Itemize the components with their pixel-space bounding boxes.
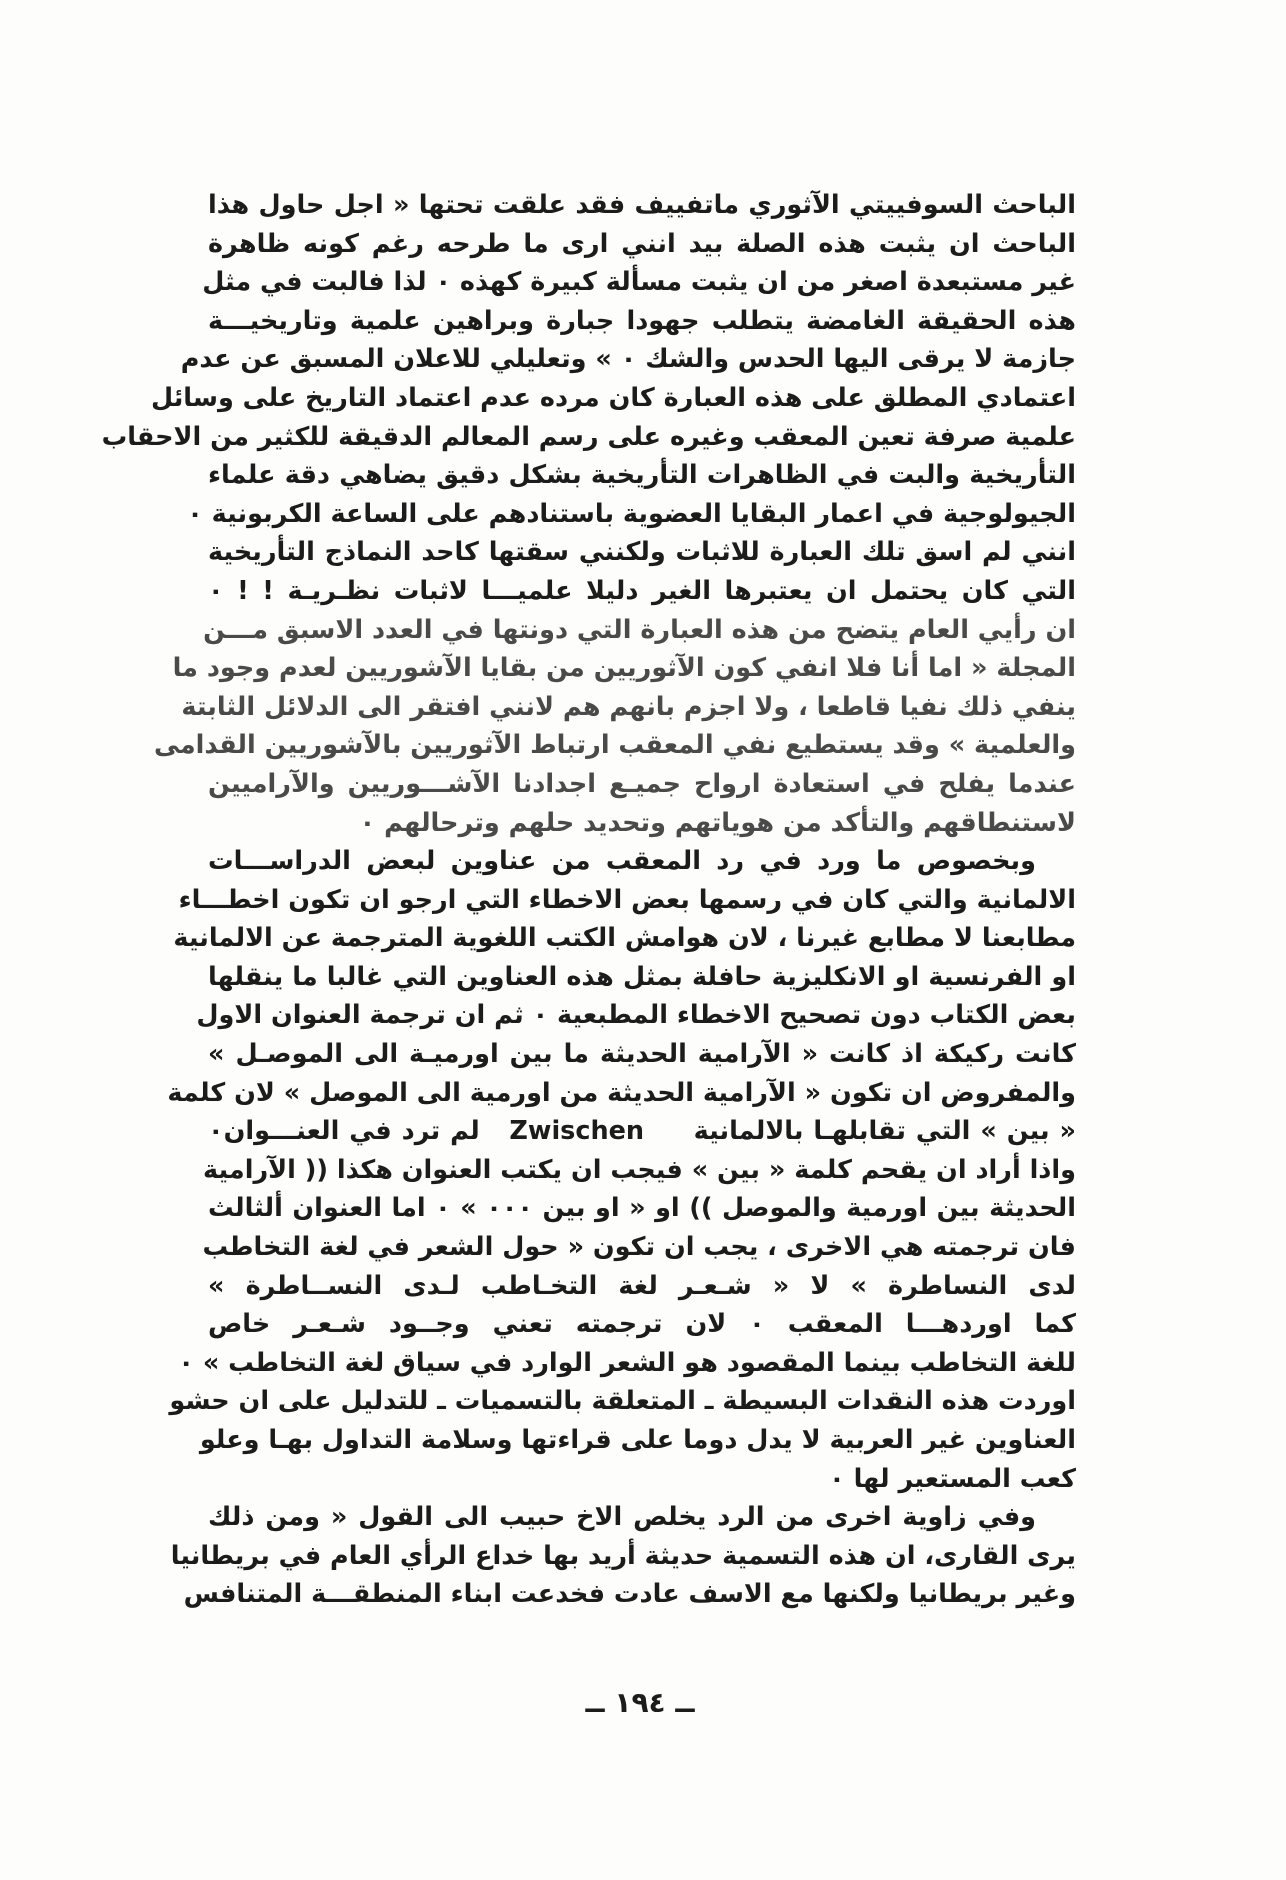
text-line: لدى النساطرة » لا « شـعـر لغة التخـاطب لـدى النســاطرة »	[208, 1270, 1076, 1301]
text-line: كانت ركيكة اذ كانت « الآرامية الحديثة ما بين اورميـة الى الموصـل »	[208, 1039, 1076, 1070]
text-line: الحديثة بين اورمية والموصل )) او « او بين ٠٠٠ » ٠ اما العنوان ألثالث	[208, 1193, 1077, 1224]
text-line: هذه الحقيقة الغامضة يتطلب جهودا جبارة وبراهين علمية وتاريخيـــة	[208, 305, 1076, 336]
text-line: فان ترجمته هي الاخرى ، يجب ان تكون « حول الشعر في لغة التخاطب	[202, 1232, 1076, 1263]
text-line: والمفروض ان تكون « الآرامية الحديثة من اورمية الى الموصل » لان كلمة	[167, 1077, 1076, 1108]
text-segment: « بين » التي تقابلهـا بالالمانية	[693, 1116, 1077, 1147]
text-line: ان رأيي العام يتضح من هذه العبارة التي دونتها في العدد الاسبق مـــن	[203, 614, 1076, 645]
text-line: الباحث ان يثبت هذه الصلة بيد انني ارى ما طرحه رغم كونه ظاهرة	[208, 228, 1076, 259]
text-line-mixed	[208, 1112, 1076, 1151]
text-line: وفي زاوية اخرى من الرد يخلص الاخ حبيب الى القول « ومن ذلك	[208, 1502, 1036, 1533]
text-line: اوردت هذه النقدات البسيطة ـ المتعلقة بالتسميات ـ للتدليل على ان حشو	[169, 1386, 1076, 1417]
text-line: انني لم اسق تلك العبارة للاثبات ولكنني سقتها كاحد النماذج التأريخية	[208, 537, 1076, 568]
text-line: غير مستبعدة اصغر من ان يثبت مسألة كبيرة كهذه ٠ لذا فالبت في مثل	[202, 267, 1076, 298]
text-line: مطابعنا لا مطابع غيرنا ، لان هوامش الكتب اللغوية المترجمة عن الالمانية	[173, 923, 1076, 954]
text-line: التأريخية والبت في الظاهرات التأريخية بشكل دقيق يضاهي دقة علماء	[208, 460, 1076, 491]
text-line: كعب المستعير لها ٠	[829, 1463, 1076, 1494]
text-line: للغة التخاطب بينما المقصود هو الشعر الوارد في سياق لغة التخاطب » ٠	[178, 1347, 1076, 1378]
text-line: المجلة « اما أنا فلا انفي كون الآثوريين من بقايا الآشوريين لعدم وجود ما	[172, 653, 1076, 684]
text-line: الجيولوجية في اعمار البقايا العضوية باستنادهم على الساعة الكربونية ٠	[187, 498, 1076, 529]
text-line: كما اوردهـــا المعقب ٠ لان ترجمته تعني وجــود شـعـر خاص	[208, 1309, 1077, 1340]
text-line: بعض الكتاب دون تصحيح الاخطاء المطبعية ٠ ثم ان ترجمة العنوان الاول	[196, 1000, 1076, 1031]
body-text	[101, 186, 1077, 1614]
text-line: والعلمية » وقد يستطيع نفي المعقب ارتباط الآثوريين بالآشوريين القدامى	[154, 730, 1076, 761]
text-line: الالمانية والتي كان في رسمها بعض الاخطاء التي ارجو ان تكون اخطـــاء	[178, 884, 1076, 915]
text-line: جازمة لا يرقى اليها الحدس والشك ٠ » وتعليلي للاعلان المسبق عن عدم	[180, 344, 1076, 375]
text-line: وغير بريطانيا ولكنها مع الاسف عادت فخدعت ابناء المنطقـــة المتنافس	[183, 1579, 1076, 1610]
text-line: التي كان يحتمل ان يعتبرها الغير دليلا علميـــا لاثبات نظـريـة ! ! ٠	[208, 575, 1076, 606]
text-line: عندما يفلح في استعادة ارواح جميـع اجدادنا الآشـــوريين والآراميين	[208, 768, 1076, 799]
text-line: او الفرنسية او الانكليزية حافلة بمثل هذه العناوين التي غالبا ما ينقلها	[208, 961, 1076, 992]
foreign-word: Zwischen	[509, 1116, 645, 1147]
text-line: واذا أراد ان يقحم كلمة « بين » فيجب ان يكتب العنوان هكذا (( الآرامية	[203, 1154, 1076, 1185]
text-line: العناوين غير العربية لا يدل دوما على قراءتها وسلامة التداول بهـا وعلو	[199, 1425, 1076, 1455]
text-line: الباحث السوفييتي الآثوري ماتفييف فقد علقت تحتها « اجل حاول هذا	[208, 190, 1076, 220]
text-line: وبخصوص ما ورد في رد المعقب من عناوين لبعض الدراســـات	[208, 846, 1036, 877]
page-number: ــ ١٩٤ ــ	[585, 1686, 695, 1719]
text-line: ينفي ذلك نفيا قاطعا ، ولا اجزم بانهم هم لانني افتقر الى الدلائل الثابتة	[181, 691, 1076, 722]
text-segment: لم ترد في العنـــوان٠	[208, 1116, 480, 1147]
text-line: يرى القارى، ان هذه التسمية حديثة أريد بها خداع الرأي العام في بريطانيا	[170, 1540, 1076, 1571]
text-line: لاستنطاقهم والتأكد من هوياتهم وتحديد حلهم وترحالهم ٠	[359, 807, 1076, 838]
text-line: علمية صرفة تعين المعقب وغيره على رسم المعالم الدقيقة للكثير من الاحقاب	[101, 421, 1076, 452]
text-line: اعتمادي المطلق على هذه العبارة كان مرده عدم اعتماد التاريخ على وسائل	[150, 382, 1076, 413]
